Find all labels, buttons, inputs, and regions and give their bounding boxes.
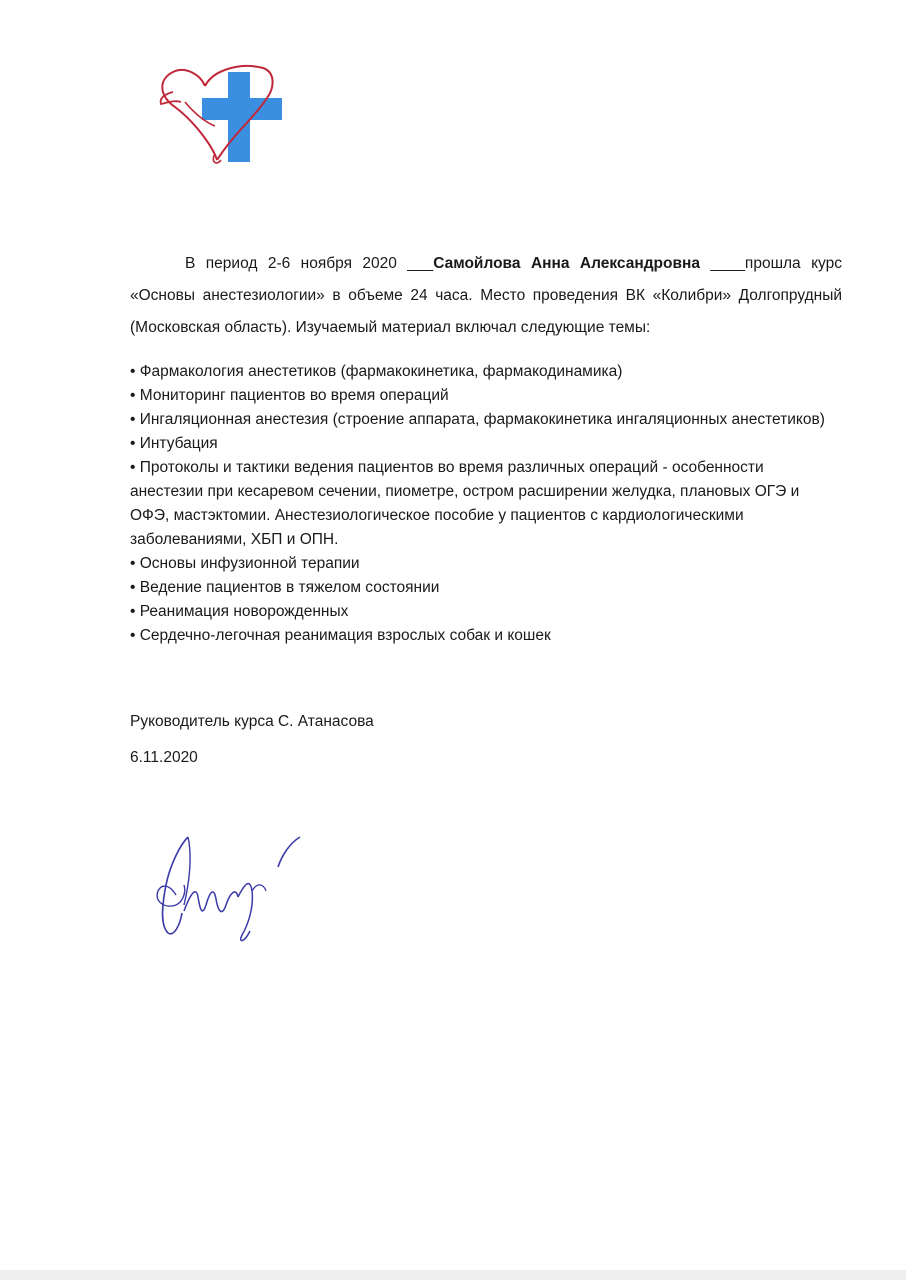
topic-item: • Мониторинг пациентов во время операций	[130, 387, 449, 404]
handwritten-signature	[140, 825, 340, 955]
topic-item: • Протоколы и тактики ведения пациентов во время различных операций - особенности анестезии при кесаревом сечении, пиометре, остром расширении желудка, плановых ОГЭ и ОФЭ, мастэктомии. Анестезиологическое пособие у пациентов с кардиологическими заболеваниями, ХБП и ОПН.	[130, 459, 800, 548]
course-director-line: Руководитель курса С. Атанасова	[130, 713, 374, 730]
topic-item: • Основы инфузионной терапии	[130, 555, 360, 572]
page-bottom-edge	[0, 1270, 906, 1280]
intro-paragraph	[130, 248, 842, 344]
intro-lead: В период 2-6 ноября 2020 ___	[185, 255, 434, 272]
topic-item: • Фармакология анестетиков (фармакокинетика, фармакодинамика)	[130, 363, 623, 380]
topic-item: • Сердечно-легочная реанимация взрослых собак и кошек	[130, 627, 551, 644]
heart-dove-medical-cross-logo	[155, 62, 287, 170]
intro-rest: ____прошла курс «Основы анестезиологии» в объеме 24 часа. Место проведения ВК «Колибри» Долгопрудный (Московская область). Изучаемый материал включал следующие темы:	[130, 255, 843, 336]
student-name: Самойлова Анна Александровна	[433, 255, 701, 272]
topic-item: • Интубация	[130, 435, 218, 452]
topic-item: • Ведение пациентов в тяжелом состоянии	[130, 579, 440, 596]
topic-item: • Реанимация новорожденных	[130, 603, 349, 620]
topics-list	[130, 360, 830, 648]
topic-item: • Ингаляционная анестезия (строение аппарата, фармакокинетика ингаляционных анестетиков)	[130, 411, 825, 428]
document-date: 6.11.2020	[130, 749, 198, 766]
